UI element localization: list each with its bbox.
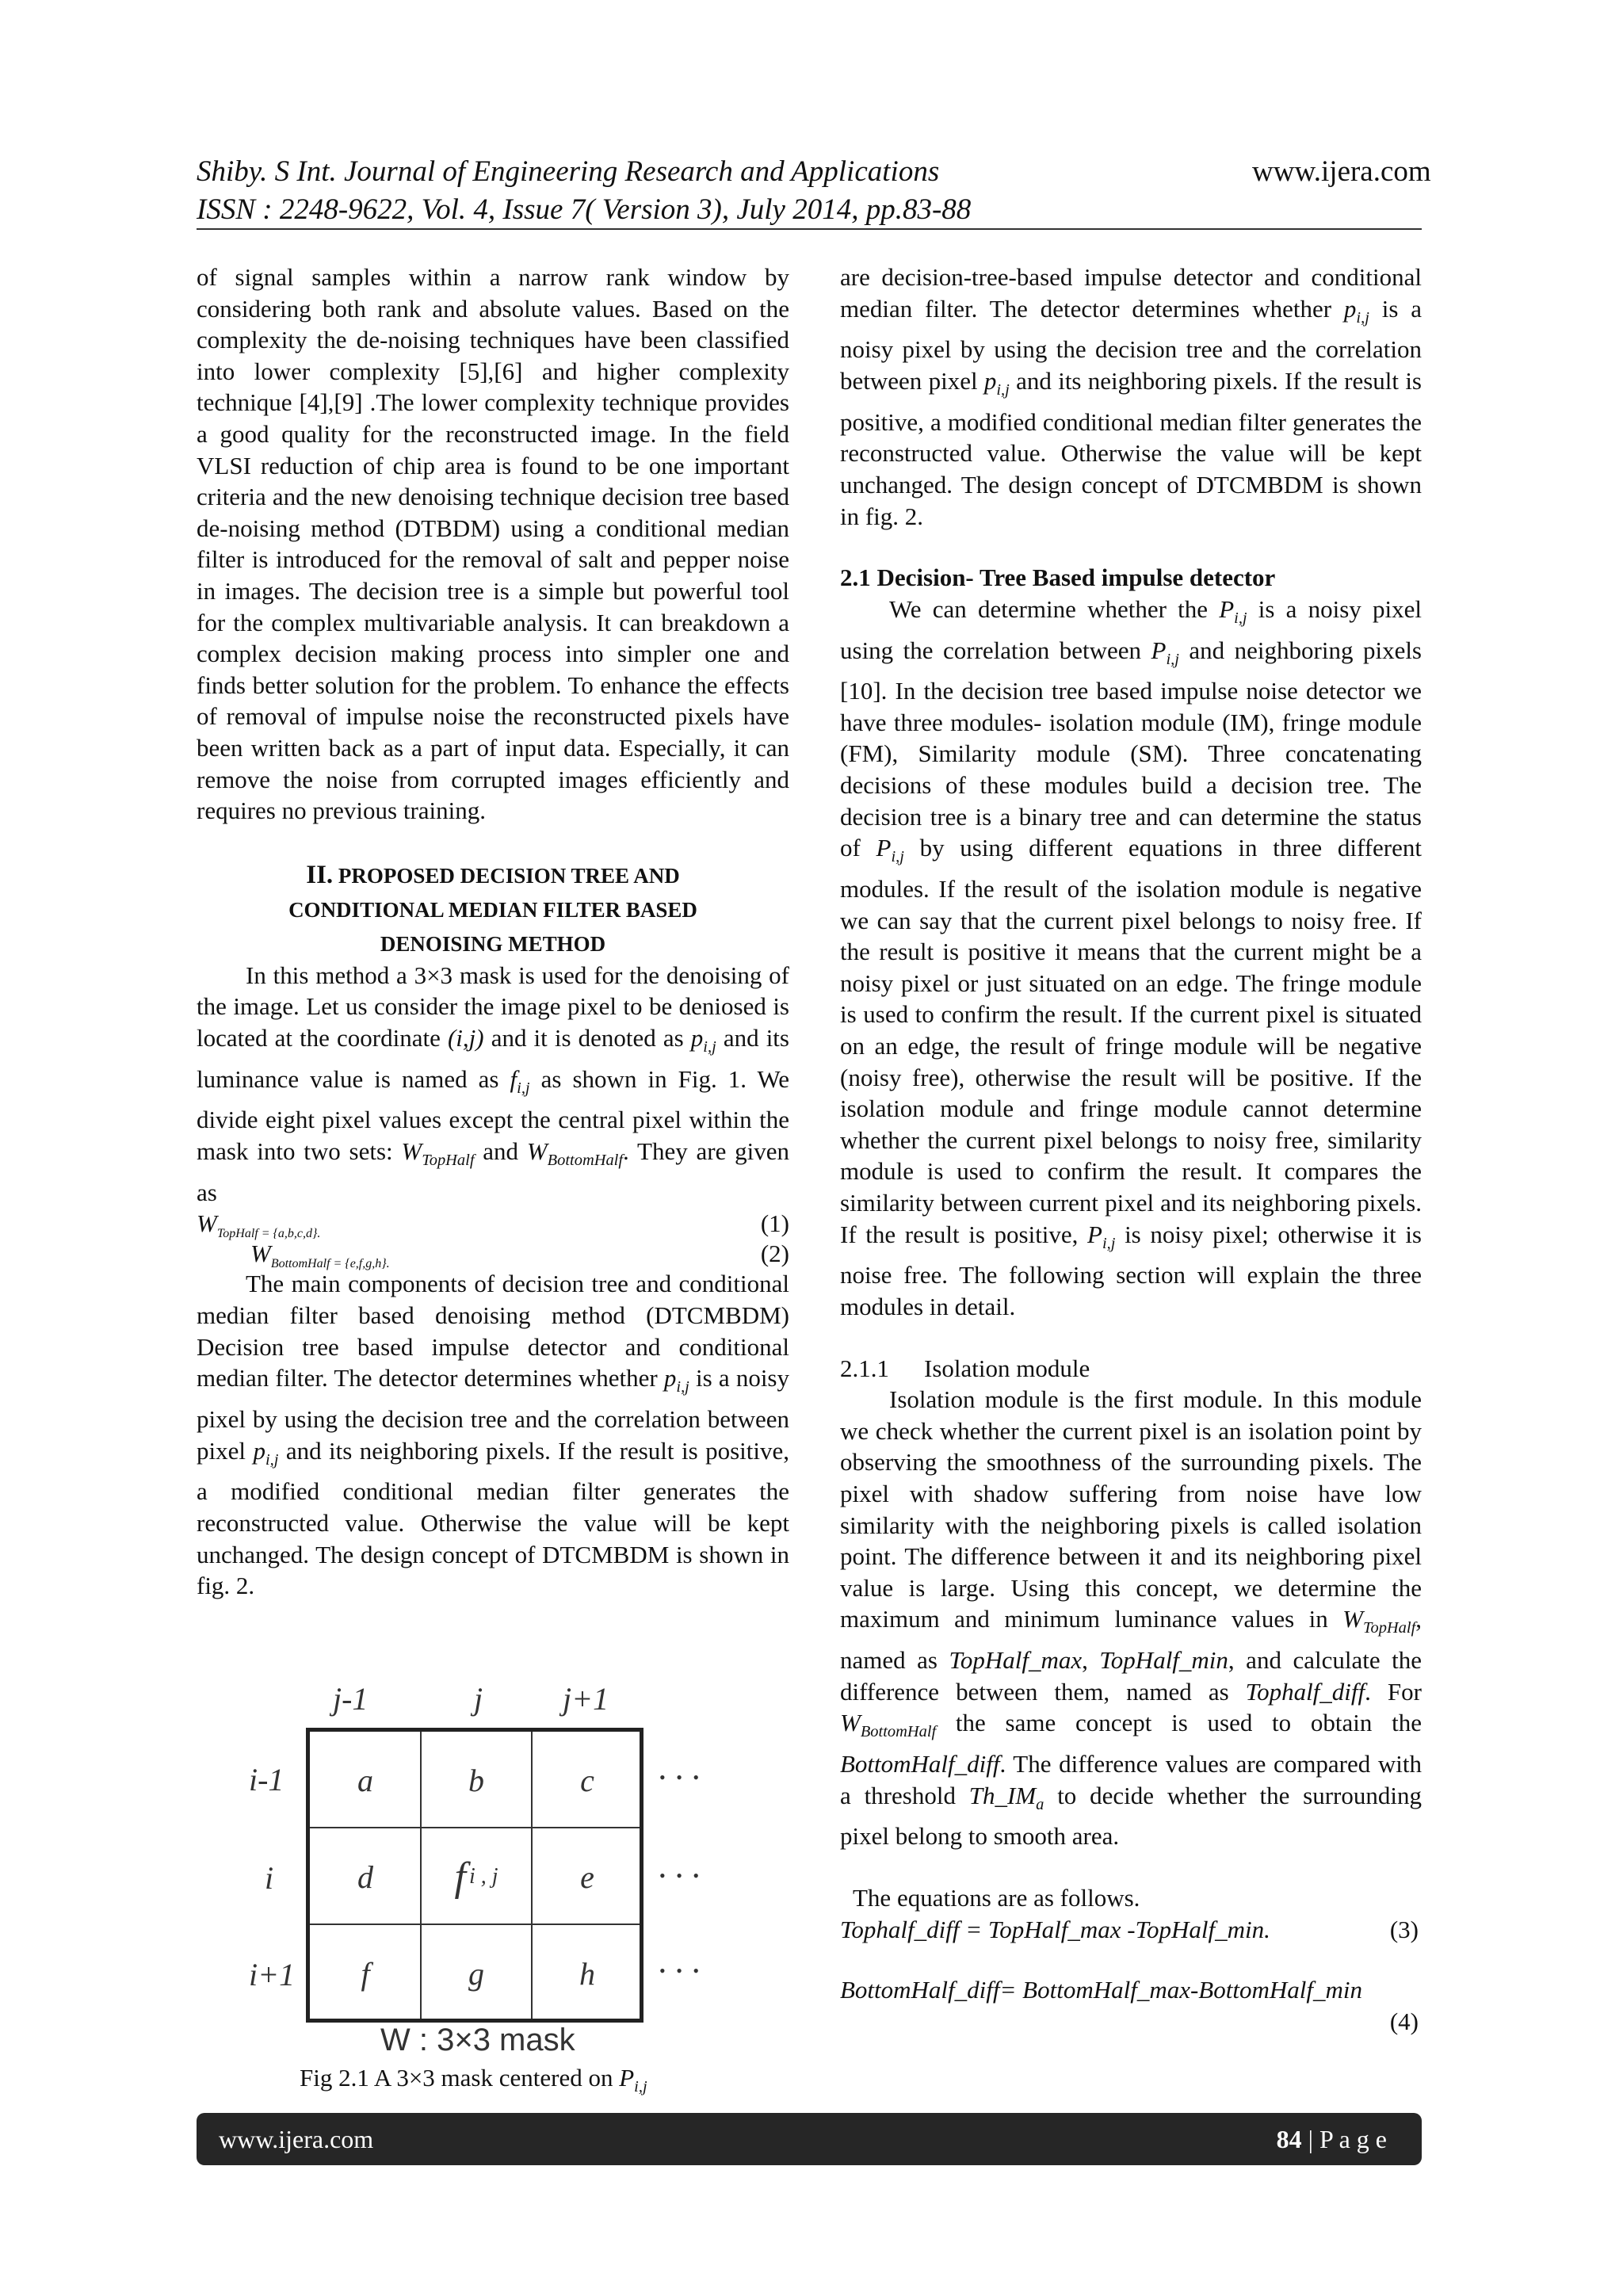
col-label-j-minus-1: j-1	[333, 1681, 369, 1717]
text-run: is a noisy pixel using the correlation between	[840, 594, 1422, 664]
ellipsis-row-1: • • •	[659, 1767, 703, 1787]
threshold-symbol: $Th\_IM_a$	[968, 1781, 1044, 1813]
text-run: . The difference values are compared with a threshold	[840, 1750, 1422, 1809]
row-label-i-minus-1: i-1	[249, 1762, 285, 1797]
text-run: and	[474, 1137, 527, 1166]
text-run: We can determine whether the	[889, 594, 1220, 623]
text-run: the same concept is used to obtain the	[936, 1709, 1422, 1737]
page-footer	[197, 2113, 1422, 2165]
journal-title: Shiby. S Int. Journal of Engineering Research and Applications	[197, 155, 940, 188]
equation-1	[197, 1208, 789, 1241]
footer-page	[1277, 2125, 1387, 2154]
text-run: by using different equations in three different modules. If the result of the isolation module is negative we can say that the current pixel belongs to noisy free. If the result is positive it means that the current might be a noisy pixel or just situated on an edge. The fringe module is used to confirm the result. If the current pixel is situated on an edge, the result of fringe module will be negative (noisy free), otherwise the result will be positive. If the isolation module and fringe module cannot determine whether the current pixel belongs to noisy free, similarity module is used to confirm the result. It compares the similarity between current pixel and its neighboring pixels. If the result is positive,	[840, 834, 1422, 1248]
symbol-p: $p_{i,j}$	[663, 1364, 689, 1396]
right-column	[840, 262, 1422, 2038]
cell-center: f i , j	[454, 1854, 498, 1900]
subsection-title: 2.1 Decision- Tree Based impulse detector	[840, 563, 1276, 592]
page-number: 84	[1276, 2124, 1302, 2153]
section-number: II.	[306, 860, 334, 889]
equation-1-number: (1)	[760, 1209, 789, 1238]
row-label-i-plus-1: i+1	[249, 1957, 296, 1992]
eq1-set: = {a,b,c,d}.	[258, 1227, 321, 1241]
text-run: to decide whether the surrounding pixel belong to smooth area.	[840, 1781, 1422, 1851]
text-run: is noisy pixel; otherwise it is noise free. The following section will explain the three modules in detail.	[840, 1220, 1422, 1320]
symbol-p: $p_{i,j}$	[1343, 294, 1369, 327]
equation-4-number: (4)	[1389, 2007, 1419, 2035]
cell-h: h	[579, 1955, 595, 1992]
equation-4-text: BottomHalf_diff= BottomHalf_max-BottomHalf_min	[840, 1975, 1362, 2004]
symbol-w-top: $W_{TopHalf}$	[1342, 1605, 1416, 1637]
right-para-3	[840, 1384, 1422, 1852]
text-run: Isolation module is the first module. In this module we check whether the current pixel is an isolation point by observing the smoothness of the surrounding pixels. The pixel with shadow suffering from noise have low similarity with the neighboring pixels is called isolation point. The difference between it and its neighboring pixel value is large. Using this concept, we determine the maximum and minimum luminance values in	[840, 1385, 1422, 1633]
cell-b: b	[468, 1762, 484, 1798]
header-rule	[197, 228, 1422, 230]
eq2-sub: BottomHalf	[270, 1257, 330, 1271]
symbol-f: $f_{i,j}$	[510, 1064, 530, 1097]
text-run: is a noisy pixel by using the decision tree and the correlation between pixel	[197, 1364, 789, 1465]
text-run: are decision-tree-based impulse detector and conditional median filter. The detector determines whether	[840, 263, 1422, 323]
cell-e: e	[580, 1859, 594, 1895]
cell-f: f	[361, 1955, 370, 1992]
equation-4	[840, 1974, 1422, 2006]
mask-grid	[306, 1728, 643, 2023]
text-run: The main components of decision tree and conditional median filter based denoising method (DTCMBDM) Decision tree based impulse detector and conditional median filter. The detector determines whether	[197, 1270, 789, 1392]
bottomhalf-diff: BottomHalf_diff	[840, 1750, 1000, 1778]
text-run: and neighboring pixels [10]. In the decision tree based impulse noise detector we have three modules- isolation module (IM), fringe module (FM), Similarity module (SM). Three concatenating decisions of these modules build a decision tree. The decision tree is a binary tree and can determine the status of	[840, 636, 1423, 862]
eq1-sub: TopHalf	[216, 1227, 258, 1241]
symbol-P: $P_{i,j}$	[1151, 636, 1179, 668]
symbol-p: $p_{i,j}$	[253, 1436, 279, 1469]
coordinate-text: (i,j)	[447, 1023, 484, 1052]
text-run: and its luminance value is named as	[197, 1023, 789, 1093]
eq2-set: = {e,f,g,h}.	[330, 1257, 390, 1271]
section-title-2: CONDITIONAL MEDIAN FILTER BASED	[288, 897, 697, 922]
symbol-w-bottom: $W_{BottomHalf}$	[840, 1709, 937, 1741]
subsub-number: 2.1.1	[840, 1354, 889, 1382]
symbol-p: $p_{i,j}$	[983, 366, 1010, 399]
text-run: . For	[1365, 1677, 1422, 1706]
text-run: , and calculate the difference between them, named as	[840, 1646, 1422, 1706]
symbol-P: $P_{i,j}$	[1087, 1220, 1116, 1252]
cell-d: d	[357, 1859, 373, 1895]
ellipsis-row-3: • • •	[659, 1961, 703, 1981]
left-column	[197, 262, 789, 1602]
symbol-P: $P_{i,j}$	[1219, 594, 1247, 627]
subsub-title: Isolation module	[924, 1354, 1090, 1382]
right-para-2	[840, 594, 1422, 1323]
cell-c: c	[580, 1762, 594, 1798]
eq2-w: W	[250, 1240, 271, 1268]
equation-3-number: (3)	[1389, 1915, 1419, 1943]
eq1-w: W	[197, 1209, 217, 1238]
equations-intro: The equations are as follows.	[853, 1884, 1140, 1912]
text-run: , named as	[840, 1605, 1422, 1675]
tophalf-min: TopHalf_min	[1099, 1646, 1228, 1675]
cell-g: g	[468, 1955, 484, 1992]
footer-website[interactable]: www.ijera.com	[219, 2124, 374, 2153]
row-label-i: i	[265, 1860, 274, 1896]
tophalf-diff: Tophalf_diff	[1245, 1677, 1365, 1706]
equation-3	[840, 1914, 1422, 1946]
equation-3-text: Tophalf_diff = TopHalf_max -TopHalf_min.	[840, 1915, 1270, 1943]
right-para-1	[840, 262, 1422, 532]
figure-caption: Fig 2.1 A 3×3 mask centered on $P_{i,j}$	[300, 2064, 647, 2096]
section-title-1: PROPOSED DECISION TREE AND	[338, 863, 680, 888]
col-label-j: j	[474, 1681, 483, 1717]
symbol-p: $p_{i,j}$	[690, 1023, 716, 1056]
symbol-w-top: $W_{TopHalf}$	[401, 1137, 475, 1170]
left-para-2	[197, 960, 789, 1209]
mask-figure	[238, 1679, 745, 2059]
col-label-j-plus-1: j+1	[563, 1681, 609, 1717]
section-heading	[197, 858, 789, 893]
text-run: In this method a 3×3 mask is used for the denoising of the image. Let us consider the image pixel to be deniosed is located at the coordinate	[197, 961, 789, 1052]
text-run: and its neighboring pixels. If the result is positive, a modified conditional median filter generates the reconstructed value. Otherwise the value will be kept unchanged. The design concept of DTCMBDM is shown in fig. 2.	[840, 366, 1422, 530]
equation-2-number: (2)	[760, 1240, 789, 1268]
tophalf-max: TopHalf_max	[949, 1646, 1083, 1675]
symbol-w-bottom: $W_{BottomHalf}$	[526, 1137, 624, 1170]
text-run: ,	[1082, 1646, 1100, 1675]
ellipsis-row-2: • • •	[659, 1866, 703, 1885]
text-run: and its neighboring pixels. If the result is positive, a modified conditional median filter generates the reconstructed value. Otherwise the value will be kept unchanged. The design concept of DTCMBDM is shown in fig. 2.	[197, 1436, 789, 1600]
left-para-3	[197, 1268, 789, 1601]
symbol-P: $P_{i,j}$	[876, 834, 904, 866]
text-run: . They are given as	[197, 1137, 789, 1206]
page-label: | P a g e	[1301, 2124, 1387, 2153]
journal-issn: ISSN : 2248-9622, Vol. 4, Issue 7( Version 3), July 2014, pp.83-88	[197, 193, 972, 226]
text-run: as shown in Fig. 1. We divide eight pixel values except the central pixel within the mask into two sets:	[197, 1064, 789, 1166]
section-title-3: DENOISING METHOD	[380, 931, 606, 956]
equation-4-number-row	[840, 2006, 1422, 2038]
subsubsection-title	[840, 1353, 1422, 1385]
text-run: is a noisy pixel by using the decision tree and the correlation between pixel	[840, 294, 1422, 395]
text-run: and it is denoted as	[483, 1023, 691, 1052]
journal-website[interactable]: www.ijera.com	[1252, 155, 1431, 188]
left-para-1: of signal samples within a narrow rank window by considering both rank and absolute values. Based on the complexity the de-noising techniques have been classified into lower complexity [5],[6] and higher complexity technique [4],[9] .The lower complexity technique provides a good quality for the reconstructed image. In the field VLSI reduction of chip area is found to be one important criteria and the new denoising technique decision tree based de-noising method (DTBDM) using a conditional median filter is introduced for the removal of salt and pepper noise in images. The decision tree is a simple but powerful tool for the complex multivariable analysis. It can breakdown a complex decision making process into simpler one and finds better solution for the problem. To enhance the effects of removal of impulse noise the reconstructed pixels have been written back as a part of input data. Especially, it can remove the noise from corrupted images efficiently and requires no previous training.	[197, 263, 789, 825]
cell-a: a	[357, 1762, 373, 1798]
equation-2	[197, 1238, 789, 1271]
mask-label: W : 3×3 mask	[380, 2023, 575, 2057]
